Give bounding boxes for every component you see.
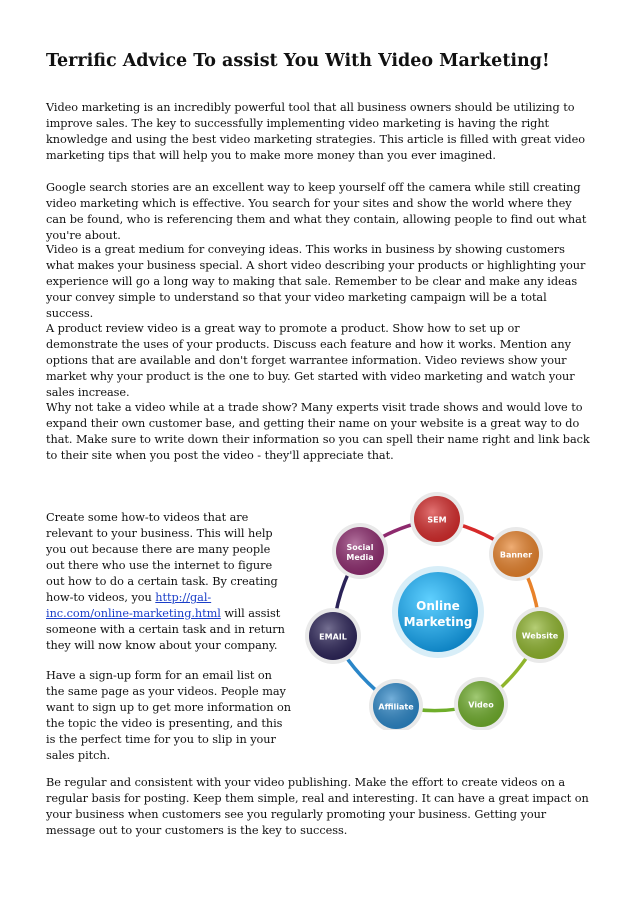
node-label: Video: [468, 700, 494, 710]
online-marketing-link[interactable]: http://gal-inc.com/online-marketing.html: [46, 591, 221, 620]
paragraph-3: Video is a great medium for conveying ideas. This works in business by showing customers what makes your business special. A short video describing your products or highlighting your experience will go a long way to making that sale. Remember to be clear and make any ideas your convey simple to understand so that your video marketing campaign will be a total success.: [46, 243, 586, 320]
paragraph-last: Be regular and consistent with your video publishing. Make the effort to create videos on a regular basis for posting. Keep them simple, real and interesting. It can have a great impact on your business when customers see you regularly promoting your business. Getting your message out to your customers is the key to success.: [46, 776, 589, 837]
diagram-center: [392, 566, 484, 658]
node-label: Website: [521, 631, 559, 641]
howto-text-before: Create some how-to videos that are relevant to your business. This will help you out because there are many people out there who use the internet to figure out how to do a certain task. By creating how-to videos, you: [46, 511, 278, 604]
diagram-node-affiliate: [369, 679, 423, 730]
node-label: SEM: [427, 515, 447, 525]
node-label: Banner: [499, 550, 533, 560]
paragraph-1: Video marketing is an incredibly powerful tool that all business owners should be utilizing to improve sales. The key to successfully implementing video marketing is having the right knowledge and using the best video marketing strategies. This article is filled with great video marketing tips that will help you to make more money than you ever imagined.: [46, 101, 585, 162]
paragraph-5: Why not take a video while at a trade show? Many experts visit trade shows and would love to expand their own customer base, and getting their name on your website is a great way to do that. Make sure to write down their information so you can spell their name right and link back to their site when you post the video - they'll appreciate that.: [46, 401, 590, 462]
diagram-node-banner: [489, 527, 543, 581]
center-label-line1: Online: [416, 599, 460, 613]
signup-paragraph: Have a sign-up form for an email list on the same page as your videos. People may want to sign up to get more information on the topic the video is presenting, and this is the perfect time for you to slip in your sales pitch.: [46, 669, 292, 762]
diagram-node-sem: [410, 492, 464, 546]
node-label: Affiliate: [378, 702, 414, 712]
center-label-line2: Marketing: [403, 615, 473, 629]
howto-paragraph: [46, 510, 292, 654]
node-label: EMAIL: [319, 632, 347, 642]
page-title: Terrific Advice To assist You With Video Marketing!: [46, 51, 550, 71]
diagram-node-social: [332, 523, 388, 579]
howto-text-after: will assist someone with a certain task and in return they will now know about your company.: [46, 607, 285, 652]
diagram-node-website: [512, 607, 568, 663]
diagram-node-email: [305, 608, 361, 664]
online-marketing-diagram: [300, 484, 590, 730]
node-label: Social: [346, 543, 374, 552]
paragraph-4: A product review video is a great way to promote a product. Show how to set up or demonstrate the uses of your products. Discuss each feature and how it works. Mention any options that are available and don't forget warrantee information. Video reviews show your market why your product is the one to buy. Get started with video marketing and watch your sales increase.: [46, 322, 575, 399]
diagram-node-video: [454, 677, 508, 730]
node-label-line2: Media: [346, 553, 374, 562]
paragraph-2: Google search stories are an excellent way to keep yourself off the camera while still creating video marketing which is effective. You search for your sites and show the world where they can be found, who is referencing them and what they contain, allowing people to find out what you're about.: [46, 181, 587, 242]
